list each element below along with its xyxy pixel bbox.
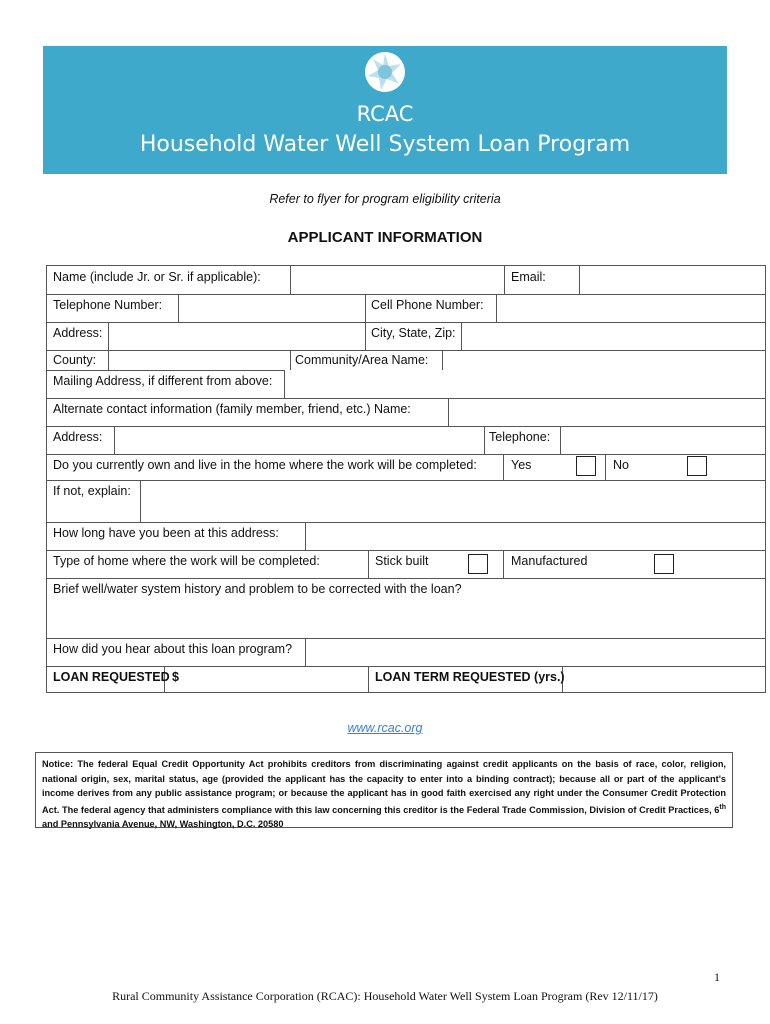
- loan-term-label: LOAN TERM REQUESTED (yrs.): [375, 670, 565, 684]
- header-banner: [43, 46, 727, 174]
- home-type-label: Type of home where the work will be completed:: [53, 554, 320, 568]
- stick-built-label: Stick built: [375, 554, 429, 568]
- eligibility-note: Refer to flyer for program eligibility criteria: [269, 192, 501, 206]
- alt-address-label: Address:: [53, 430, 103, 444]
- cell-phone-label: Cell Phone Number:: [371, 298, 484, 312]
- manufactured-label: Manufactured: [511, 554, 588, 568]
- alt-telephone-label: Telephone:: [489, 430, 551, 444]
- ecoa-notice: [35, 752, 733, 828]
- own-home-no-checkbox[interactable]: [687, 456, 707, 476]
- history-label: Brief well/water system history and problem to be corrected with the loan?: [53, 582, 462, 596]
- own-home-question: Do you currently own and live in the home where the work will be completed:: [53, 458, 477, 472]
- rcac-logo-icon: [363, 50, 407, 94]
- applicant-form: [46, 265, 766, 693]
- org-title: RCAC: [356, 102, 414, 126]
- city-state-zip-label: City, State, Zip:: [371, 326, 456, 340]
- yes-label: Yes: [511, 458, 532, 472]
- telephone-label: Telephone Number:: [53, 298, 163, 312]
- explain-label: If not, explain:: [53, 484, 131, 498]
- name-label: Name (include Jr. or Sr. if applicable):: [53, 270, 261, 284]
- notice-text-end: and Pennsylvania Avenue, NW, Washington, D.C. 20580: [42, 819, 284, 830]
- program-title: Household Water Well System Loan Program: [139, 132, 631, 157]
- page-number: 1: [714, 970, 720, 984]
- community-label: Community/Area Name:: [295, 353, 429, 367]
- notice-text: Notice: The federal Equal Credit Opportunity Act prohibits creditors from discriminating against credit applicants on the basis of race, color, religion, national origin, sex, marital status, age (provided the applicant has the capacity to enter into a binding contract); because all or part of the applicant's income derives from any public assistance program; or because the applicant has in good faith exercised any right under the Consumer Credit Protection Act. The federal agency that administers compliance with this law concerning this creditor is the Federal Trade Commission, Division of Credit Practices, 6: [42, 759, 726, 815]
- hear-about-label: How did you hear about this loan program?: [53, 642, 293, 656]
- county-label: County:: [53, 353, 97, 367]
- how-long-label: How long have you been at this address:: [53, 526, 279, 540]
- email-label: Email:: [511, 270, 546, 284]
- mailing-address-label: Mailing Address, if different from above:: [53, 374, 273, 388]
- own-home-yes-checkbox[interactable]: [576, 456, 596, 476]
- website-link[interactable]: www.rcac.org: [347, 721, 423, 735]
- manufactured-checkbox[interactable]: [654, 554, 674, 574]
- address-label: Address:: [53, 326, 103, 340]
- no-label: No: [613, 458, 629, 472]
- page-footer: Rural Community Assistance Corporation (RCAC): Household Water Well System Loan Program (Rev 12/11/17): [112, 989, 658, 1003]
- loan-requested-label: LOAN REQUESTED: [53, 670, 170, 684]
- dollar-sign: $: [172, 670, 179, 684]
- alternate-contact-label: Alternate contact information (family member, friend, etc.) Name:: [53, 402, 411, 416]
- stick-built-checkbox[interactable]: [468, 554, 488, 574]
- section-title: APPLICANT INFORMATION: [287, 229, 483, 246]
- notice-superscript: th: [719, 803, 726, 811]
